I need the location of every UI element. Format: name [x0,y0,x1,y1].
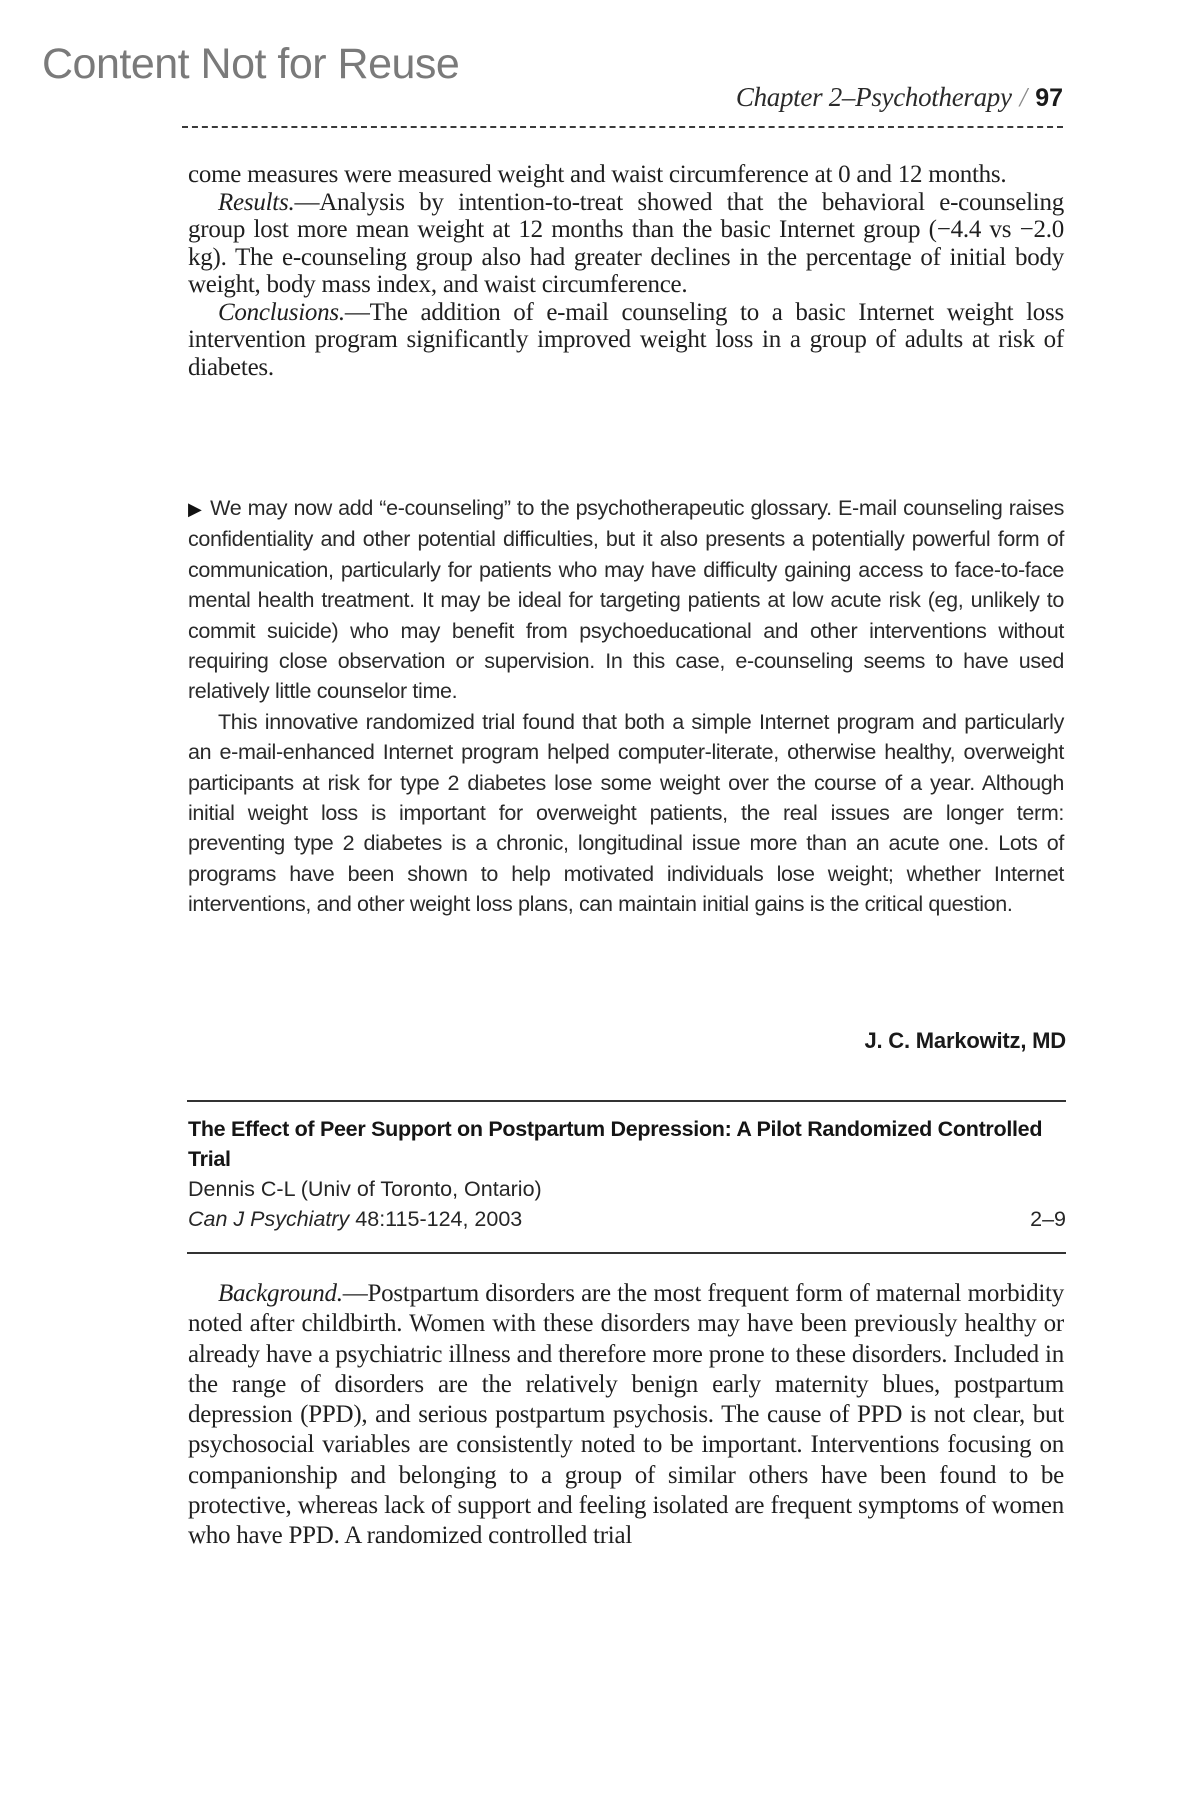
results-paragraph [188,189,1064,299]
commentary-author: J. C. Markowitz, MD [864,1028,1066,1053]
citation-details: 48:115-124, 2003 [349,1207,523,1231]
separator: / [1019,82,1028,112]
conclusions-paragraph [188,299,1064,382]
abstract-lead: come measures were measured weight and waist circumference at 0 and 12 months. [188,161,1007,188]
results-label: Results. [218,188,295,216]
commentary-paragraph-2: This innovative randomized trial found that both a simple Internet program and particularly an e-mail-enhanced Internet program helped computer-literate, otherwise healthy, overweight participants at risk for type 2 diabetes lose some weight over the course of a year. Although initial weight loss is important for overweight patients, the real issues are longer term: preventing type 2 diabetes is a chronic, longitudinal issue more than an acute one. Lots of programs have been shown to help motivated individuals lose weight; whether Internet interventions, and other weight loss plans, can maintain initial gains is the critical question. [188,709,1064,917]
commentary [188,493,1064,920]
commentary-text-1: We may now add “e-counseling” to the psychotherapeutic glossary. E-mail counseling raises confidentiality and other potential difficulties, but it also presents a potentially powerful form of communication, particularly for patients who may have difficulty gaining access to face-to-face mental health treatment. It may be ideal for targeting patients at low acute risk (eg, unlikely to commit suicide) who may benefit from psychoeducational and other interventions without requiring close observation or supervision. In this case, e-counseling seems to have used relatively little counselor time. [188,496,1064,704]
triangle-right-icon: ▶ [188,499,203,519]
watermark: Content Not for Reuse [42,40,460,88]
journal-name: Can J Psychiatry [188,1207,350,1231]
conclusions-label: Conclusions. [218,298,345,326]
article-header [188,1114,1066,1234]
article-top-rule [187,1100,1066,1102]
running-head [736,82,1063,113]
background-label: Background. [218,1280,343,1307]
article-bottom-rule [187,1252,1066,1254]
citation-row [188,1204,1066,1234]
header-rule [182,126,1063,128]
commentary-paragraph-1 [188,493,1064,707]
background-text: —Postpartum disorders are the most frequent form of maternal morbidity noted after childbirth. Women with these disorders may have been previously healthy or already have a psychiatric illness and therefore more prone to these disorders. Included in the range of disorders are the relatively benign early maternity blues, postpartum depression (PPD), and serious postpartum psychosis. The cause of PPD is not clear, but psychosocial variables are consistently noted to be important. Interventions focusing on companionship and belonging to a group of similar others have been found to be protective, whereas lack of support and feeling isolated are frequent symptoms of women who have PPD. A randomized controlled trial [188,1280,1064,1550]
citation [188,1204,522,1234]
conclusions-text: —The addition of e-mail counseling to a basic Internet weight loss intervention program significantly improved weight loss in a group of adults at risk of diabetes. [188,298,1064,381]
chapter-title: Chapter 2–Psychotherapy [735,82,1012,112]
article-abstract [188,1279,1064,1552]
article-id: 2–9 [1030,1207,1066,1231]
results-text: —Analysis by intention-to-treat showed that the behavioral e-counseling group lost more mean weight at 12 months than the basic Internet group (−4.4 vs −2.0 kg). The e-counseling group also had greater declines in the percentage of initial body weight, body mass index, and waist circumference. [188,188,1064,298]
page-number: 97 [1035,84,1063,112]
article-title: The Effect of Peer Support on Postpartum Depression: A Pilot Randomized Controlled Trial [188,1117,1043,1171]
abstract-continued [188,161,1064,381]
article-authors: Dennis C-L (Univ of Toronto, Ontario) [188,1177,542,1201]
background-paragraph [188,1279,1064,1552]
